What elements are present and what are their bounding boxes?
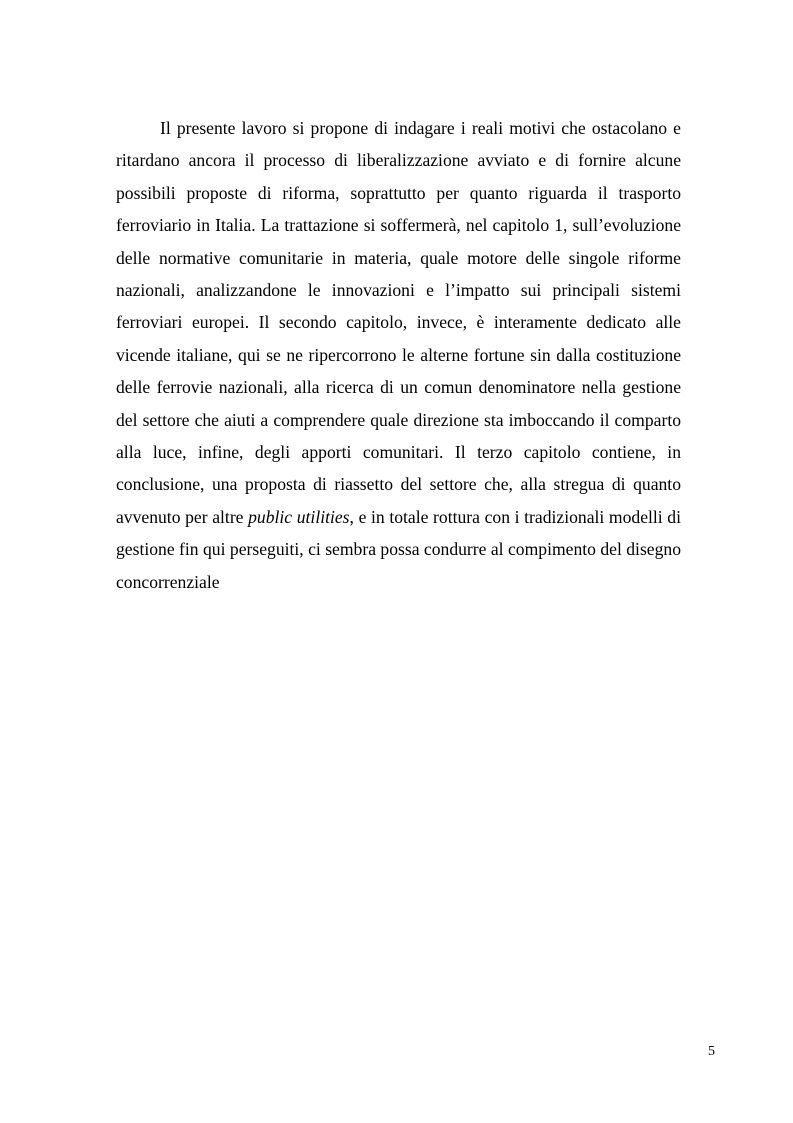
paragraph-italic-term: public utilities — [248, 506, 350, 527]
paragraph-text-part-2: , e in totale rottura con i tradizionali modelli di gestione fin qui perseguiti, ci sembra possa condurre al compimento del disegno concorrenziale — [116, 506, 681, 592]
page-number: 5 — [708, 1044, 715, 1059]
paragraph-text-part-1: Il presente lavoro si propone di indagare i reali motivi che ostacolano e ritardano ancora il processo di liberalizzazione avviato e di fornire alcune possibili proposte di riforma, soprattutto per quanto riguarda il trasporto ferroviario in Italia. La trattazione si soffermerà, nel capitolo 1, sull’evoluzione delle normative comunitarie in materia, quale motore delle singole riforme nazionali, analizzandone le innovazioni e l’impatto sui principali sistemi ferroviari europei. Il secondo capitolo, invece, è interamente dedicato alle vicende italiane, qui se ne ripercorrono le alterne fortune sin dalla costituzione delle ferrovie nazionali, alla ricerca di un comun denominatore nella gestione del settore che aiuti a comprendere quale direzione sta imboccando il comparto alla luce, infine, degli apporti comunitari. Il terzo capitolo contiene, in conclusione, una proposta di riassetto del settore che, alla stregua di quanto avvenuto per altre — [116, 118, 681, 527]
body-paragraph — [116, 112, 681, 598]
